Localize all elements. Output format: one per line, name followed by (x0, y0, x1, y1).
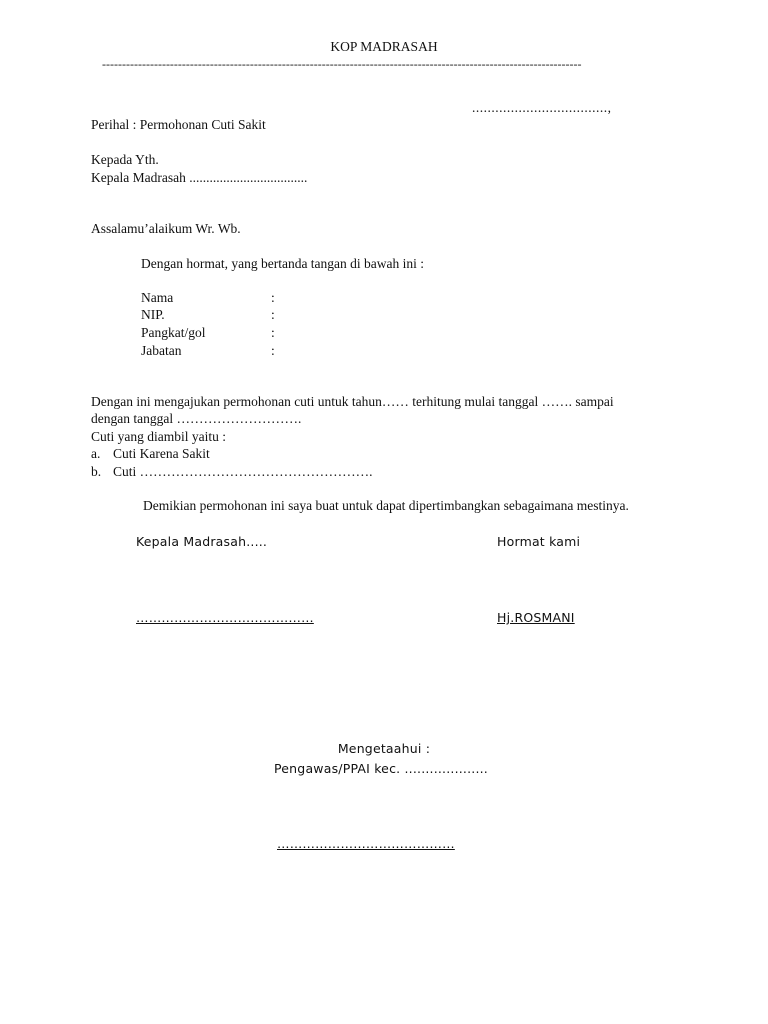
list-item-a: Cuti Karena Sakit (113, 446, 210, 461)
field-label-nip: NIP. (141, 307, 165, 322)
body-line-1: Dengan ini mengajukan permohonan cuti untuk tahun…… terhitung mulai tanggal ……. sampai (91, 394, 614, 409)
field-colon-nama: : (271, 290, 275, 305)
closing-line: Demikian permohonan ini saya buat untuk dapat dipertimbangkan sebagaimana mestinya. (143, 498, 629, 513)
field-label-pangkat: Pangkat/gol (141, 325, 206, 340)
field-colon-jabatan: : (271, 343, 275, 358)
recipient-line-2: Kepala Madrasah ................................... (91, 170, 308, 185)
body-line-2: dengan tanggal ………………………. (91, 411, 302, 426)
letterhead-separator: ------------------------------------------------------------------------------------------------------------------------ (102, 57, 582, 71)
field-colon-pangkat: : (271, 325, 275, 340)
field-label-jabatan: Jabatan (141, 343, 182, 358)
acknowledge-title: Mengetaahui : (337, 741, 431, 756)
subject-line: Perihal : Permohonan Cuti Sakit (91, 117, 266, 132)
signature-right-title: Hormat kami (497, 534, 581, 549)
list-item-b: Cuti ……………………………………………. (113, 464, 373, 479)
list-marker-b: b. (91, 464, 102, 479)
letterhead-title: KOP MADRASAH (330, 39, 438, 54)
recipient-line-1: Kepada Yth. (91, 152, 159, 167)
intro-line: Dengan hormat, yang bertanda tangan di bawah ini : (141, 256, 425, 271)
acknowledge-name: …………………………………… (277, 836, 455, 851)
list-marker-a: a. (91, 446, 101, 461)
signature-left-name: …………………………………… (136, 610, 314, 625)
body-line-3: Cuti yang diambil yaitu : (91, 429, 226, 444)
field-colon-nip: : (271, 307, 275, 322)
place-date: ..................................., (472, 100, 612, 115)
greeting: Assalamu’alaikum Wr. Wb. (91, 221, 241, 236)
field-label-nama: Nama (141, 290, 174, 305)
signature-right-name: Hj.ROSMANI (497, 610, 575, 625)
acknowledge-subtitle: Pengawas/PPAI kec. .................... (274, 761, 488, 776)
signature-left-title: Kepala Madrasah..... (136, 534, 268, 549)
